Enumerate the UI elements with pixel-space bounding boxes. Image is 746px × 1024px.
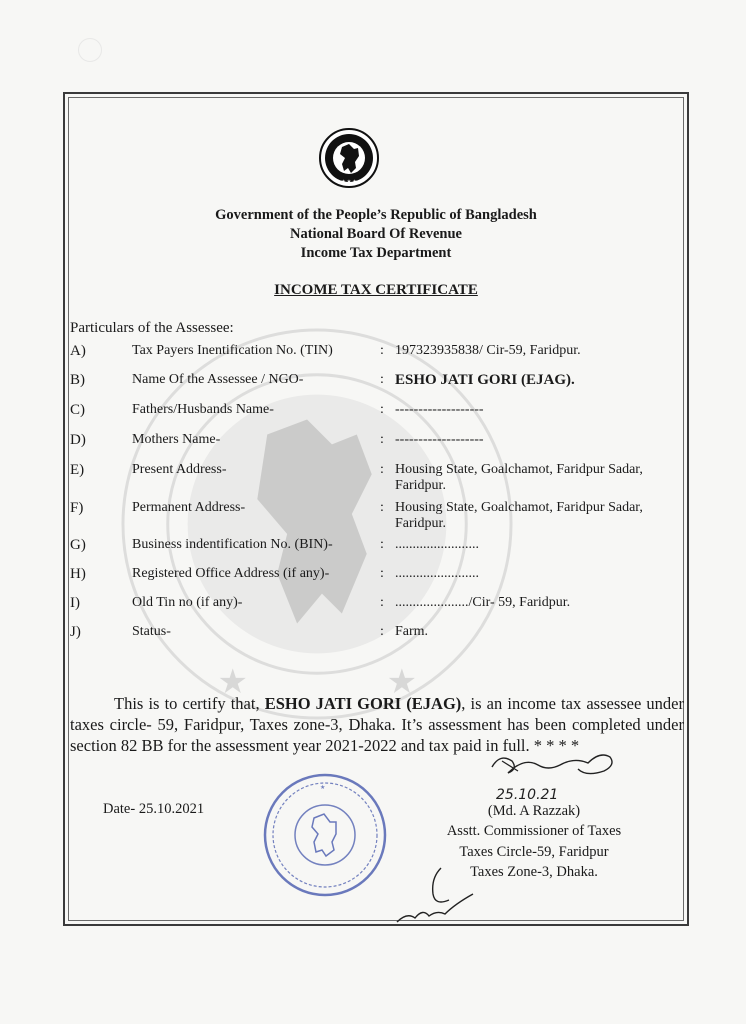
- issue-date: Date- 25.10.2021: [103, 801, 205, 817]
- row-field: Business indentification No. (BIN)-: [132, 537, 333, 552]
- row-colon: :: [380, 500, 384, 515]
- row-value: -------------------: [395, 402, 484, 417]
- row-letter: E): [70, 462, 85, 478]
- particulars-label: Particulars of the Assessee:: [70, 320, 234, 336]
- row-value: ...................../Cir- 59, Faridpur.: [395, 595, 571, 610]
- row-letter: D): [70, 432, 86, 448]
- row-colon: :: [380, 372, 384, 387]
- header-board: National Board Of Revenue: [290, 226, 462, 242]
- row-colon: :: [380, 595, 384, 610]
- row-colon: :: [380, 566, 384, 581]
- row-letter: F): [70, 500, 84, 516]
- row-letter: G): [70, 537, 86, 553]
- certify-name: ESHO JATI GORI (EJAG): [264, 693, 462, 713]
- signatory-designation: Asstt. Commissioner of Taxes: [446, 823, 622, 839]
- certificate-title: INCOME TAX CERTIFICATE: [274, 282, 478, 298]
- header-government: Government of the People’s Republic of Bangladesh: [215, 207, 537, 223]
- row-value: ........................: [395, 566, 479, 581]
- signatory-zone: Taxes Zone-3, Dhaka.: [470, 864, 598, 880]
- header-department: Income Tax Department: [300, 245, 452, 261]
- row-letter: I): [70, 595, 80, 611]
- row-letter: C): [70, 402, 85, 418]
- row-value: ........................: [395, 537, 479, 552]
- certify-pre: This is to certify that,: [114, 693, 265, 713]
- row-field: Tax Payers Inentification No. (TIN): [132, 343, 333, 358]
- row-colon: :: [380, 537, 384, 552]
- certify-post: , is an income tax assessee under taxes circle- 59, Faridpur, Taxes zone-3, Dhaka. It’s assessment has been completed under section 82 BB for the assessment year 2021-2022 and tax paid in full. * * * *: [70, 693, 684, 755]
- row-letter: B): [70, 372, 85, 388]
- row-field: Permanent Address-: [132, 500, 246, 515]
- row-letter: H): [70, 566, 86, 582]
- row-colon: :: [380, 402, 384, 417]
- row-field: Registered Office Address (if any)-: [132, 566, 330, 581]
- row-field: Present Address-: [132, 462, 227, 477]
- svg-text:★: ★: [320, 785, 326, 791]
- row-value: Farm.: [395, 624, 429, 639]
- svg-text:★: ★: [217, 664, 248, 702]
- row-value: Housing State, Goalchamot, Faridpur Sadar, Faridpur.: [395, 462, 643, 493]
- row-value: 197323935838/ Cir-59, Faridpur.: [395, 343, 581, 358]
- svg-text:★ ★ ★: ★ ★ ★: [341, 180, 357, 185]
- row-letter: J): [70, 624, 81, 640]
- row-field: Old Tin no (if any)-: [132, 595, 243, 610]
- row-colon: :: [380, 462, 384, 477]
- row-colon: :: [380, 432, 384, 447]
- government-emblem-icon: [318, 127, 380, 189]
- row-field: Status-: [132, 624, 171, 639]
- row-letter: A): [70, 343, 86, 359]
- row-value: ESHO JATI GORI (EJAG).: [395, 372, 575, 388]
- row-field: Fathers/Husbands Name-: [132, 402, 274, 417]
- row-field: Mothers Name-: [132, 432, 221, 447]
- row-colon: :: [380, 624, 384, 639]
- signature-initials: [393, 860, 483, 930]
- svg-text:★: ★: [386, 664, 417, 702]
- signatory-name: (Md. A Razzak): [487, 803, 581, 819]
- row-value: Housing State, Goalchamot, Faridpur Sadar, Faridpur.: [395, 500, 643, 531]
- signature-date: 25.10.21: [496, 787, 559, 803]
- signatory-circle: Taxes Circle-59, Faridpur: [459, 844, 609, 860]
- row-colon: :: [380, 343, 384, 358]
- row-value: -------------------: [395, 432, 484, 447]
- signature-commissioner: [478, 747, 628, 807]
- page-corner-mark: [78, 38, 102, 62]
- row-field: Name Of the Assessee / NGO-: [132, 372, 304, 387]
- official-seal-stamp: [262, 772, 388, 898]
